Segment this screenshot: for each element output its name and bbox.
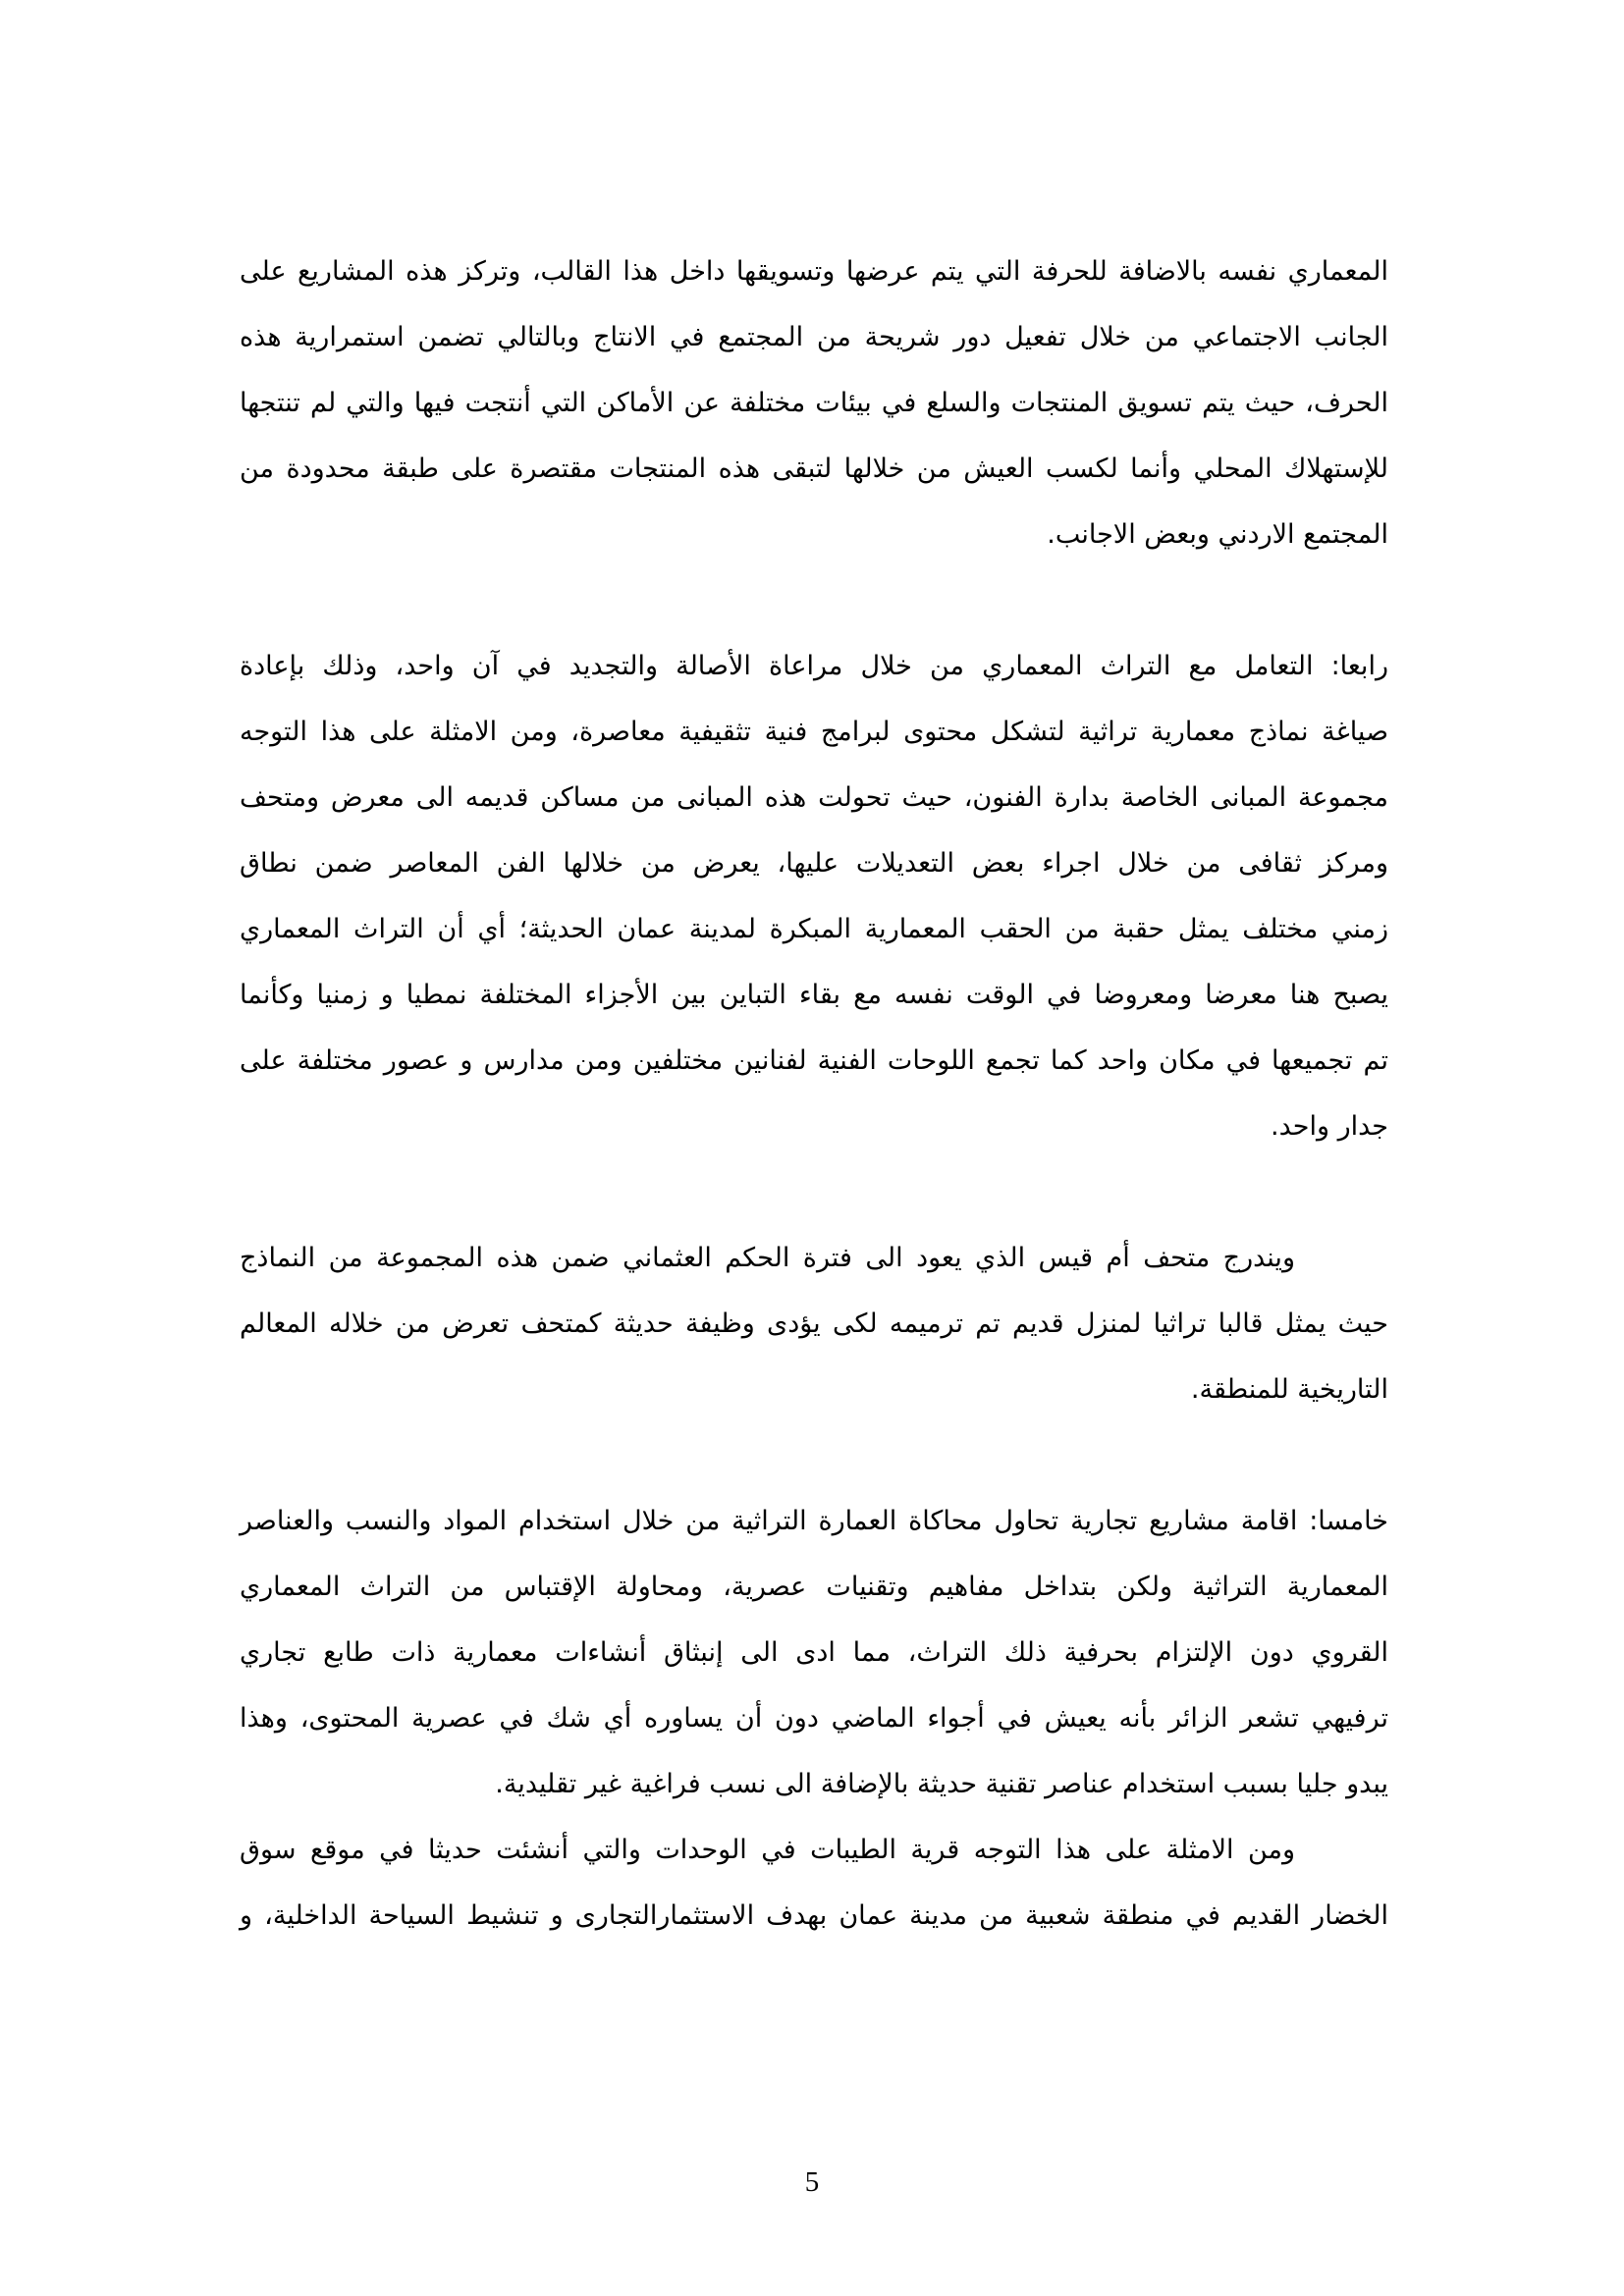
text-line: صياغة نماذج معمارية تراثية لتشكل محتوى لبرامج فنية تثقيفية معاصرة، ومن الامثلة على هذا التوجه — [240, 717, 1388, 747]
text-line: ويندرج متحف أم قيس الذي يعود الى فترة الحكم العثماني ضمن هذه المجموعة من النماذج — [240, 1243, 1295, 1273]
text-line: المعمارية التراثية ولكن بتداخل مفاهيم وتقنيات عصرية، ومحاولة الإقتباس من التراث المعماري — [240, 1572, 1388, 1602]
text-line: التاريخية للمنطقة. — [1190, 1374, 1388, 1405]
page-number: 5 — [804, 2166, 820, 2198]
text-line: خامسا: اقامة مشاريع تجارية تحاول محاكاة العمارة التراثية من خلال استخدام المواد والنسب والعناصر — [240, 1506, 1388, 1536]
paragraph-5 — [240, 1817, 1388, 1949]
paragraph-1 — [240, 239, 1388, 567]
text-line: الجانب الاجتماعي من خلال تفعيل دور شريحة من المجتمع في الانتاج وبالتالي تضمن استمرارية هذه — [240, 322, 1388, 352]
text-line: رابعا: التعامل مع التراث المعماري من خلال مراعاة الأصالة والتجديد في آن واحد، وذلك بإعادة — [240, 651, 1388, 681]
page-content — [240, 239, 1388, 1949]
text-line: ومركز ثقافى من خلال اجراء بعض التعديلات عليها، يعرض من خلالها الفن المعاصر ضمن نطاق — [240, 848, 1388, 879]
text-line: ومن الامثلة على هذا التوجه قرية الطيبات في الوحدات والتي أنشئت حديثا في موقع سوق — [240, 1835, 1295, 1865]
text-line: المعماري نفسه بالاضافة للحرفة التي يتم عرضها وتسويقها داخل هذا القالب، وتركز هذه المشاريع على — [240, 256, 1388, 287]
text-line: المجتمع الاردني وبعض الاجانب. — [1047, 519, 1388, 550]
paragraph-3 — [240, 1225, 1388, 1422]
text-line: تم تجميعها في مكان واحد كما تجمع اللوحات الفنية لفنانين مختلفين ومن مدارس و عصور مختلفة على — [240, 1045, 1388, 1076]
text-line: ترفيهي تشعر الزائر بأنه يعيش في أجواء الماضي دون أن يساوره أي شك في عصرية المحتوى، وهذا — [240, 1703, 1388, 1734]
text-line: مجموعة المبانى الخاصة بدارة الفنون، حيث تحولت هذه المبانى من مساكن قديمه الى معرض ومتحف — [240, 782, 1388, 813]
text-line: يبدو جليا بسبب استخدام عناصر تقنية حديثة بالإضافة الى نسب فراغية غير تقليدية. — [495, 1769, 1388, 1799]
text-line: الحرف، حيث يتم تسويق المنتجات والسلع في بيئات مختلفة عن الأماكن التي أنتجت فيها والتي لم تنتجها — [240, 388, 1388, 418]
paragraph-4 — [240, 1488, 1388, 1817]
text-line: حيث يمثل قالبا تراثيا لمنزل قديم تم ترميمه لكى يؤدى وظيفة حديثة كمتحف تعرض من خلاله المعالم — [240, 1308, 1388, 1339]
text-line: الخضار القديم في منطقة شعبية من مدينة عمان بهدف الاستثمارالتجارى و تنشيط السياحة الداخلية، و — [240, 1900, 1388, 1931]
text-line: زمني مختلف يمثل حقبة من الحقب المعمارية المبكرة لمدينة عمان الحديثة؛ أي أن التراث المعماري — [240, 914, 1388, 944]
text-line: جدار واحد. — [1271, 1111, 1388, 1142]
text-line: للإستهلاك المحلي وأنما لكسب العيش من خلالها لتبقى هذه المنتجات مقتصرة على طبقة محدودة من — [240, 454, 1388, 484]
paragraph-2 — [240, 633, 1388, 1159]
text-line: القروي دون الإلتزام بحرفية ذلك التراث، مما ادى الى إنبثاق أنشاءات معمارية ذات طابع تجاري — [240, 1637, 1388, 1668]
text-line: يصبح هنا معرضا ومعروضا في الوقت نفسه مع بقاء التباين بين الأجزاء المختلفة نمطيا و زمنيا وكأنما — [240, 980, 1388, 1010]
